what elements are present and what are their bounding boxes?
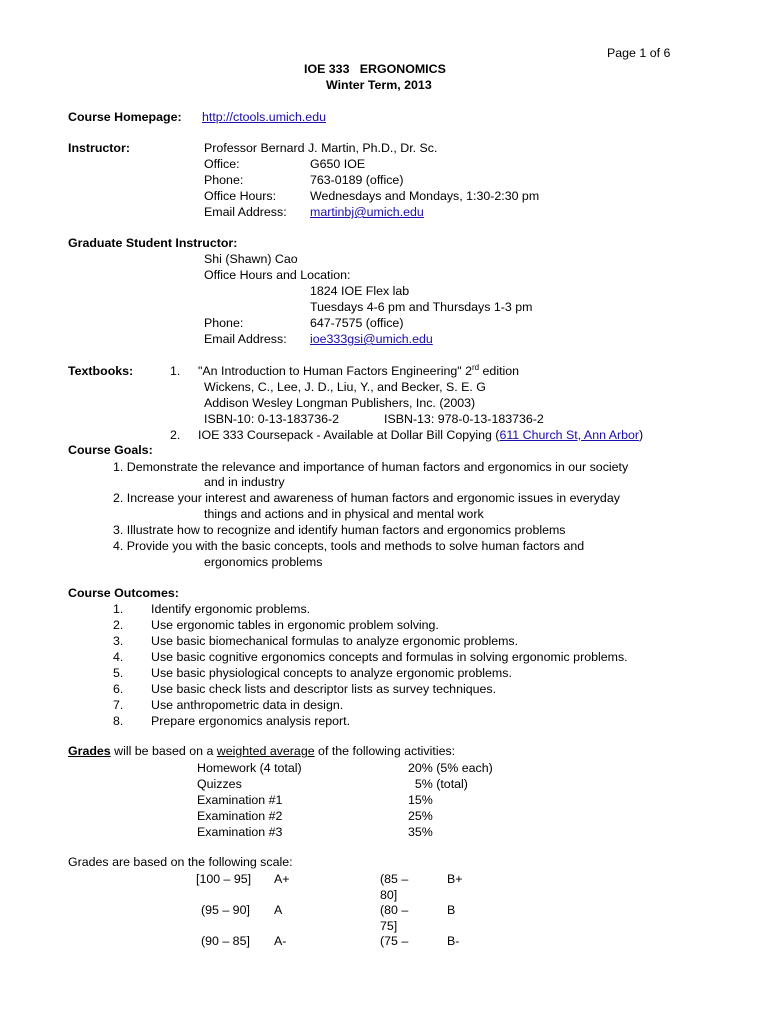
outcome-number: 5. (113, 666, 124, 680)
gsi-location: 1824 IOE Flex lab (310, 284, 410, 298)
textbook-1-authors: Wickens, C., Lee, J. D., Liu, Y., and Becker, S. E. G (204, 380, 486, 394)
activity-weight: 5% (total) (408, 777, 468, 791)
textbook-1-isbn10: ISBN-10: 0-13-183736-2 (204, 412, 340, 426)
goal-item-2-cont: things and actions and in physical and mental work (204, 507, 484, 521)
outcome-item: Identify ergonomic problems. (151, 602, 311, 616)
instructor-label: Instructor: (68, 141, 130, 155)
outcome-item: Use anthropometric data in design. (151, 698, 344, 712)
goal-item-3: 3. Illustrate how to recognize and identify human factors and ergonomics problems (113, 523, 566, 537)
outcome-number: 2. (113, 618, 124, 632)
scale-grade: B+ (447, 872, 463, 886)
page-number: Page 1 of 6 (607, 46, 671, 60)
scale-range: (85 – (380, 872, 409, 886)
activity-name: Examination #2 (197, 809, 283, 823)
gsi-phone-label: Phone: (204, 316, 244, 330)
scale-grade: A (274, 903, 283, 917)
instructor-phone: 763-0189 (office) (310, 173, 404, 187)
textbooks-label: Textbooks: (68, 364, 134, 378)
activity-weight: 25% (408, 809, 433, 823)
scale-range: (80 – (380, 903, 409, 917)
scale-grade: A+ (274, 872, 290, 886)
gsi-name: Shi (Shawn) Cao (204, 252, 298, 266)
textbook-1-title: "An Introduction to Human Factors Engineering" 2rd edition (198, 362, 520, 378)
scale-range-cont: 80] (380, 888, 398, 902)
textbook-1-isbn13: ISBN-13: 978-0-13-183736-2 (384, 412, 544, 426)
outcome-number: 1. (113, 602, 124, 616)
gsi-hours-location-label: Office Hours and Location: (204, 268, 351, 282)
textbook-2-number: 2. (170, 428, 181, 442)
outcome-item: Use basic check lists and descriptor lists as survey techniques. (151, 682, 497, 696)
scale-grade: B- (447, 934, 460, 948)
outcome-item: Use ergonomic tables in ergonomic problem solving. (151, 618, 439, 632)
grades-intro: Grades will be based on a weighted average of the following activities: (68, 744, 456, 758)
activity-name: Quizzes (197, 777, 242, 791)
scale-grade: A- (274, 934, 287, 948)
scale-range: (90 – 85] (201, 934, 250, 948)
textbook-1-number: 1. (170, 364, 181, 378)
textbook-1-publisher: Addison Wesley Longman Publishers, Inc. (2003) (204, 396, 476, 410)
gsi-label: Graduate Student Instructor: (68, 236, 238, 250)
outcome-number: 8. (113, 714, 124, 728)
instructor-email-link[interactable]: martinbj@umich.edu (310, 205, 424, 219)
scale-range: (95 – 90] (201, 903, 250, 917)
outcome-item: Use basic physiological concepts to analyze ergonomic problems. (151, 666, 512, 680)
activity-name: Homework (4 total) (197, 761, 302, 775)
textbook-2-text: IOE 333 Coursepack - Available at Dollar Bill Copying (611 Church St, Ann Arbor) (198, 428, 644, 442)
dollar-bill-address-link[interactable]: 611 Church St, Ann Arbor (499, 428, 640, 442)
goal-item-4: 4. Provide you with the basic concepts, tools and methods to solve human factors and (113, 539, 585, 553)
scale-range-cont: 75] (380, 919, 398, 933)
activity-weight: 20% (5% each) (408, 761, 493, 775)
scale-range: (75 – (380, 934, 409, 948)
goals-label: Course Goals: (68, 443, 153, 457)
gsi-phone: 647-7575 (office) (310, 316, 404, 330)
activity-weight: 35% (408, 825, 433, 839)
outcome-item: Use basic biomechanical formulas to analyze ergonomic problems. (151, 634, 519, 648)
activity-name: Examination #3 (197, 825, 283, 839)
instructor-hours: Wednesdays and Mondays, 1:30-2:30 pm (310, 189, 540, 203)
instructor-hours-label: Office Hours: (204, 189, 277, 203)
instructor-email-label: Email Address: (204, 205, 287, 219)
gsi-email-label: Email Address: (204, 332, 287, 346)
goal-item-4-cont: ergonomics problems (204, 555, 323, 569)
goal-item-2: 2. Increase your interest and awareness of human factors and ergonomic issues in everyday (113, 491, 620, 505)
course-title: IOE 333 ERGONOMICS (304, 62, 446, 76)
instructor-office: G650 IOE (310, 157, 366, 171)
scale-grade: B (447, 903, 456, 917)
outcome-number: 6. (113, 682, 124, 696)
goal-item-1: 1. Demonstrate the relevance and importance of human factors and ergonomics in our society (113, 460, 629, 474)
outcome-number: 3. (113, 634, 124, 648)
homepage-label: Course Homepage: (68, 110, 182, 124)
grade-scale-label: Grades are based on the following scale: (68, 855, 293, 869)
outcome-item: Use basic cognitive ergonomics concepts and formulas in solving ergonomic problems. (151, 650, 628, 664)
gsi-hours: Tuesdays 4-6 pm and Thursdays 1-3 pm (310, 300, 533, 314)
gsi-email-link[interactable]: ioe333gsi@umich.edu (310, 332, 433, 346)
outcome-number: 7. (113, 698, 124, 712)
activity-weight: 15% (408, 793, 433, 807)
activity-name: Examination #1 (197, 793, 283, 807)
homepage-link[interactable]: http://ctools.umich.edu (202, 110, 326, 124)
outcome-item: Prepare ergonomics analysis report. (151, 714, 351, 728)
instructor-name: Professor Bernard J. Martin, Ph.D., Dr. Sc. (204, 141, 438, 155)
course-term: Winter Term, 2013 (326, 78, 432, 92)
goal-item-1-cont: and in industry (204, 475, 285, 489)
scale-range: [100 – 95] (196, 872, 252, 886)
instructor-phone-label: Phone: (204, 173, 244, 187)
instructor-office-label: Office: (204, 157, 240, 171)
outcomes-label: Course Outcomes: (68, 586, 179, 600)
outcome-number: 4. (113, 650, 124, 664)
